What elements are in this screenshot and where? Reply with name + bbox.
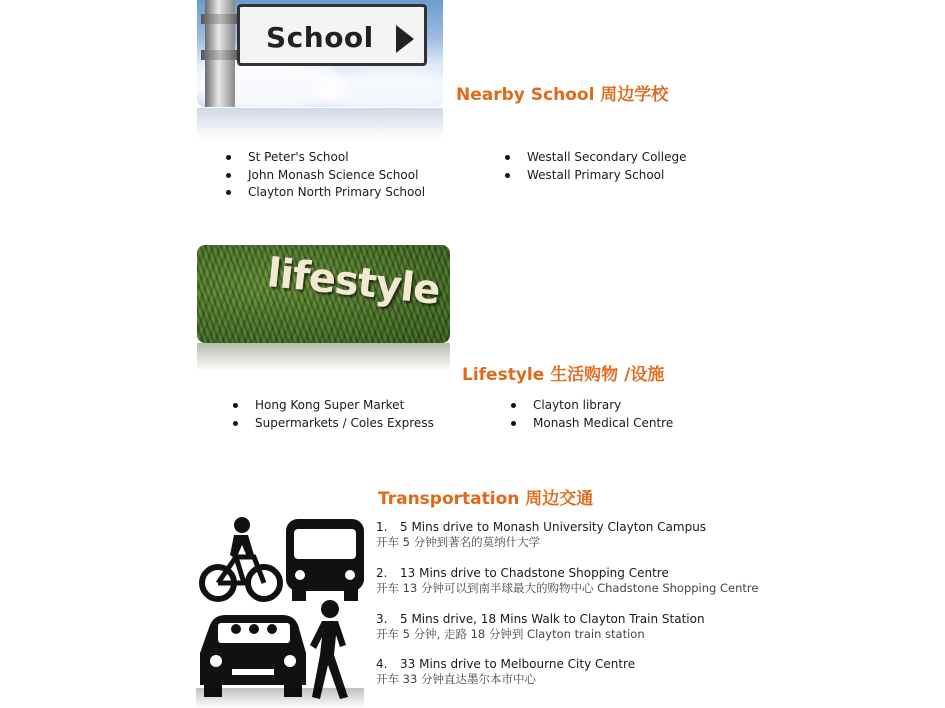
list-item: Westall Secondary College (505, 149, 686, 167)
item-chinese: 开车 13 分钟可以到南半球最大的购物中心 Chadstone Shopping Centre (376, 581, 759, 595)
pole-clamp (201, 14, 239, 24)
item-chinese: 开车 5 分钟, 走路 18 分钟到 Clayton train station (376, 627, 645, 641)
car-icon (200, 615, 306, 697)
bicycle-icon (202, 557, 280, 599)
image-reflection (197, 108, 443, 140)
pole-clamp (201, 50, 239, 60)
transport-icons (196, 515, 364, 708)
lifestyle-list-left (233, 397, 434, 432)
transportation-heading: Transportation 周边交通 (378, 489, 594, 509)
item-english: 33 Mins drive to Melbourne City Centre (400, 657, 636, 671)
item-english: 5 Mins drive to Monash University Clayton Campus (400, 520, 707, 534)
school-sign-image (197, 0, 443, 107)
icons-reflection (196, 688, 364, 708)
image-reflection (197, 343, 450, 371)
school-list-left (226, 149, 425, 202)
lifestyle-heading: Lifestyle 生活购物 /设施 (462, 365, 665, 385)
lifestyle-grass-image (197, 245, 450, 343)
item-number: 3. (376, 612, 388, 626)
list-item: John Monash Science School (226, 167, 425, 185)
list-item: St Peter's School (226, 149, 425, 167)
transport-item-2 (376, 566, 758, 596)
transport-item-3 (376, 612, 705, 642)
lifestyle-image-text: lifestyle (265, 250, 442, 314)
pedestrian-icon (310, 600, 348, 699)
sign-text: School (266, 21, 374, 54)
bus-icon (286, 519, 364, 601)
item-number: 2. (376, 566, 388, 580)
transport-item-1 (376, 520, 706, 550)
list-item: Westall Primary School (505, 167, 686, 185)
list-item: Clayton library (511, 397, 673, 415)
arrow-right-icon (396, 25, 414, 53)
list-item: Monash Medical Centre (511, 415, 673, 433)
item-chinese: 开车 5 分钟到著名的莫纳什大学 (376, 535, 541, 549)
lifestyle-list-right (511, 397, 673, 432)
cyclist-icon (230, 517, 254, 559)
sign-board (237, 4, 427, 66)
item-english: 13 Mins drive to Chadstone Shopping Centre (400, 566, 669, 580)
list-item: Clayton North Primary School (226, 184, 425, 202)
transport-item-4 (376, 657, 635, 687)
item-number: 4. (376, 657, 388, 671)
item-chinese: 开车 33 分钟直达墨尔本市中心 (376, 672, 536, 686)
nearby-school-heading: Nearby School 周边学校 (456, 85, 669, 105)
item-number: 1. (376, 520, 388, 534)
item-english: 5 Mins drive, 18 Mins Walk to Clayton Train Station (400, 612, 705, 626)
list-item: Supermarkets / Coles Express (233, 415, 434, 433)
school-list-right (505, 149, 686, 184)
list-item: Hong Kong Super Market (233, 397, 434, 415)
